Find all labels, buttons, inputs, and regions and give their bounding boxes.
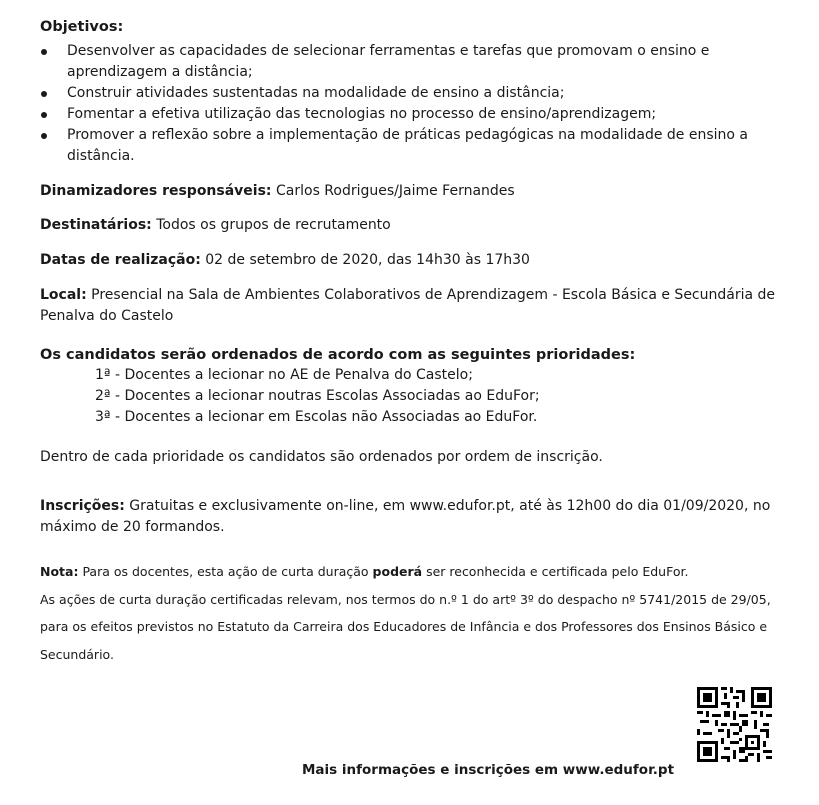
objetivo-text: Promover a reflexão sobre a implementação de práticas pedagógicas na modalidade de ensino a distância. — [67, 127, 749, 164]
list-item — [67, 83, 800, 104]
nota-text-before: Para os docentes, esta ação de curta duração — [78, 564, 373, 579]
dinamizadores-label: Dinamizadores responsáveis: — [40, 183, 272, 199]
list-item — [67, 125, 800, 167]
footer-info: Mais informações e inscrições em www.edufor.pt — [302, 762, 675, 778]
bullet-icon — [41, 133, 47, 139]
list-item — [67, 41, 800, 83]
list-item — [67, 104, 800, 125]
list-item: 1ª - Docentes a lecionar no AE de Penalva do Castelo; — [95, 367, 473, 383]
prioridades-heading: Os candidatos serão ordenados de acordo com as seguintes prioridades: — [40, 347, 636, 363]
datas-label: Datas de realização: — [40, 252, 201, 268]
local-value: Presencial na Sala de Ambientes Colaborativos de Aprendizagem - Escola Básica e Secundária de Penalva do Castelo — [40, 287, 776, 324]
prioridades-list — [40, 365, 800, 428]
qr-code-icon — [697, 687, 772, 762]
bullet-icon — [41, 112, 47, 118]
nota-label: Nota: — [40, 564, 79, 579]
objetivo-text: Construir atividades sustentadas na modalidade de ensino a distância; — [67, 85, 565, 101]
objetivo-text: Desenvolver as capacidades de selecionar ferramentas e tarefas que promovam o ensino e aprendizagem a distância; — [67, 43, 710, 80]
ordem-text: Dentro de cada prioridade os candidatos são ordenados por ordem de inscrição. — [40, 449, 603, 465]
bullet-icon — [41, 91, 47, 97]
dinamizadores-line — [40, 181, 800, 202]
nota-line — [40, 558, 800, 586]
inscricoes-value: Gratuitas e exclusivamente on-line, em www.edufor.pt, até às 12h00 do dia 01/09/2020, no máximo de 20 formandos. — [40, 498, 771, 535]
nota-bold: poderá — [372, 564, 423, 579]
objetivos-heading: Objetivos: — [40, 19, 124, 35]
objetivo-text: Fomentar a efetiva utilização das tecnologias no processo de ensino/aprendizagem; — [67, 106, 657, 122]
list-item: 3ª - Docentes a lecionar em Escolas não Associadas ao EduFor. — [95, 409, 538, 425]
bullet-icon — [41, 49, 47, 55]
local-label: Local: — [40, 287, 87, 303]
destinatarios-value: Todos os grupos de recrutamento — [151, 217, 391, 233]
datas-value: 02 de setembro de 2020, das 14h30 às 17h30 — [200, 252, 530, 268]
local-line — [40, 285, 800, 327]
destinatarios-line — [40, 215, 800, 236]
objetivos-list — [40, 41, 800, 167]
dinamizadores-value: Carlos Rodrigues/Jaime Fernandes — [271, 183, 515, 199]
datas-line — [40, 250, 800, 271]
document-body — [40, 17, 800, 668]
inscricoes-line — [40, 496, 800, 538]
nota-text-after: ser reconhecida e certificada pelo EduFor. — [422, 564, 689, 579]
destinatarios-label: Destinatários: — [40, 217, 152, 233]
list-item: 2ª - Docentes a lecionar noutras Escolas Associadas ao EduFor; — [95, 388, 540, 404]
nota-legal-text: As ações de curta duração certificadas relevam, nos termos do n.º 1 do artº 3º do despacho nº 5741/2015 de 29/05, para os efeitos previstos no Estatuto da Carreira dos Educadores de Infância e dos Professores dos Ensinos Básico e Secundário. — [40, 591, 771, 662]
inscricoes-label: Inscrições: — [40, 498, 125, 514]
